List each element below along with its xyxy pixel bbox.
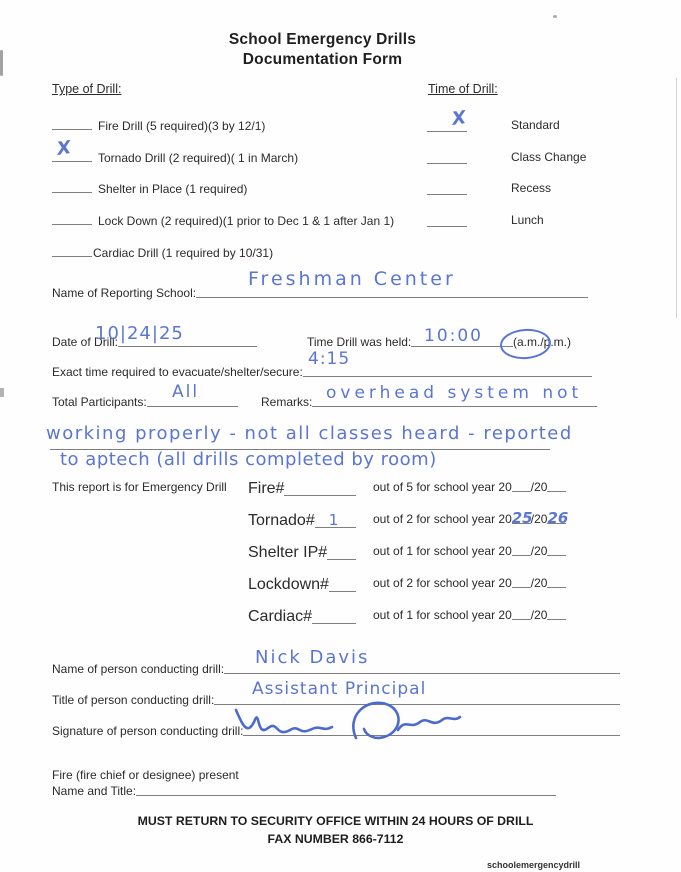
lockdown-slash-text: /20 bbox=[530, 576, 548, 590]
tornado-count-hw: 1 bbox=[328, 511, 339, 529]
drill-type-row-fire bbox=[52, 116, 265, 133]
classchange-time-label: Class Change bbox=[511, 150, 587, 164]
standard-time-label: Standard bbox=[511, 118, 560, 132]
fire-slash-text: /20 bbox=[530, 480, 548, 494]
time-held-blank bbox=[411, 346, 513, 347]
scan-artifact-left-mark bbox=[0, 388, 4, 397]
participants-row bbox=[52, 395, 238, 409]
fire-official-name-label: Name and Title: bbox=[52, 784, 137, 798]
tornado-count-label: Tornado# bbox=[248, 512, 315, 529]
remarks-label: Remarks: bbox=[261, 395, 313, 409]
fire-drill-label: Fire Drill (5 required)(3 by 12/1) bbox=[98, 119, 266, 133]
evacuate-blank bbox=[303, 376, 592, 377]
cardiac-count-blank bbox=[312, 623, 356, 624]
lockdown-drill-label: Lock Down (2 required)(1 prior to Dec 1 & 1 after Jan 1) bbox=[98, 214, 395, 228]
shelter-count-blank bbox=[327, 559, 356, 560]
standard-checkmark: X bbox=[450, 107, 468, 130]
lunch-time-blank bbox=[427, 213, 467, 227]
participants-blank bbox=[147, 406, 238, 407]
shelter-year1-blank bbox=[512, 555, 531, 556]
conductor-name-blank bbox=[224, 673, 620, 674]
tornado-drill-label: Tornado Drill (2 required)( 1 in March) bbox=[98, 151, 299, 165]
lockdown-year1-blank bbox=[512, 587, 531, 588]
evacuate-label: Exact time required to evacuate/shelter/secure: bbox=[52, 365, 303, 379]
fire-count-label: Fire# bbox=[248, 480, 285, 497]
shelter-slash-text: /20 bbox=[530, 544, 548, 558]
fire-outof-text: out of 5 for school year 20 bbox=[373, 480, 512, 494]
time-of-drill-heading: Time of Drill: bbox=[428, 82, 498, 96]
cardiac-year1-blank bbox=[512, 619, 531, 620]
shelter-drill-blank bbox=[52, 179, 92, 193]
report-row-fire bbox=[248, 480, 356, 498]
classchange-time-blank bbox=[427, 150, 467, 164]
form-title-line2: Documentation Form bbox=[242, 51, 403, 68]
report-row-lockdown bbox=[248, 576, 356, 594]
ampm-label: (a.m./p.m.) bbox=[512, 335, 571, 349]
fire-official-name-blank bbox=[136, 795, 556, 796]
report-row-tornado bbox=[248, 512, 356, 530]
tornado-outof-segment bbox=[373, 509, 569, 527]
drill-type-row-lockdown bbox=[52, 211, 394, 228]
cardiac-year2-blank bbox=[547, 619, 566, 620]
fire-drill-blank bbox=[52, 116, 92, 130]
date-label: Date of Drill: bbox=[52, 335, 119, 349]
conductor-title-label: Title of person conducting drill: bbox=[52, 693, 215, 707]
type-of-drill-heading: Type of Drill: bbox=[52, 82, 122, 96]
shelter-year2-blank bbox=[547, 555, 566, 556]
date-handwriting: 10|24|25 bbox=[95, 323, 184, 344]
fire-year2-blank bbox=[547, 491, 566, 492]
shelter-drill-label: Shelter in Place (1 required) bbox=[98, 182, 248, 196]
remarks-blank bbox=[312, 406, 597, 407]
conductor-name-handwriting: Nick Davis bbox=[255, 647, 370, 668]
lockdown-outof-text: out of 2 for school year 20 bbox=[373, 576, 512, 590]
report-row-shelter bbox=[248, 544, 356, 562]
tornado-year2-blank bbox=[547, 509, 569, 527]
school-label: Name of Reporting School: bbox=[52, 286, 197, 300]
report-intro: This report is for Emergency Drill bbox=[52, 480, 227, 494]
cardiac-count-label: Cardiac# bbox=[248, 608, 313, 625]
recess-time-blank bbox=[427, 181, 467, 195]
lunch-time-label: Lunch bbox=[511, 213, 544, 227]
conductor-signature-label: Signature of person conducting drill: bbox=[52, 724, 244, 738]
tornado-count-blank bbox=[315, 511, 356, 529]
scan-artifact-speck bbox=[553, 15, 557, 18]
doc-tag: schoolemergencydrill bbox=[487, 860, 581, 870]
tornado-outof-text: out of 2 for school year 20 bbox=[373, 512, 512, 526]
tornado-year2-hw: 26 bbox=[547, 509, 569, 527]
recess-time-blank-wrap bbox=[427, 181, 467, 200]
tornado-slash-text: /20 bbox=[530, 512, 548, 526]
cardiac-slash-text: /20 bbox=[530, 608, 548, 622]
ampm-circle-annotation bbox=[499, 327, 552, 360]
evacuate-handwriting: 4:15 bbox=[308, 349, 351, 369]
fire-count-blank bbox=[284, 495, 356, 496]
drill-type-row-shelter bbox=[52, 179, 247, 196]
shelter-outof-segment bbox=[373, 544, 566, 558]
school-blank bbox=[196, 297, 588, 298]
tornado-checkmark: X bbox=[55, 137, 73, 160]
remarks-handwriting-line3: to aptech (all drills completed by room) bbox=[60, 449, 437, 470]
lunch-time-blank-wrap bbox=[427, 213, 467, 232]
lockdown-outof-segment bbox=[373, 576, 566, 590]
drill-type-row-cardiac bbox=[52, 243, 273, 260]
classchange-time-blank-wrap bbox=[427, 150, 467, 169]
participants-label: Total Participants: bbox=[52, 395, 147, 409]
date-blank bbox=[118, 346, 257, 347]
fire-outof-segment bbox=[373, 480, 566, 494]
time-held-handwriting: 10:00 bbox=[424, 326, 483, 346]
fire-official-name-row bbox=[52, 784, 556, 798]
cardiac-drill-blank bbox=[52, 243, 92, 257]
return-notice: MUST RETURN TO SECURITY OFFICE WITHIN 24 HOURS OF DRILL bbox=[137, 814, 534, 828]
recess-time-label: Recess bbox=[511, 181, 552, 195]
conductor-title-handwriting: Assistant Principal bbox=[252, 679, 427, 699]
fire-year1-blank bbox=[512, 491, 531, 492]
remarks-handwriting-line2: working properly - not all classes heard - reported bbox=[46, 423, 573, 444]
lockdown-count-blank bbox=[329, 591, 356, 592]
conductor-name-label: Name of person conducting drill: bbox=[52, 662, 225, 676]
lockdown-drill-blank bbox=[52, 211, 92, 225]
drill-type-row-tornado bbox=[52, 148, 298, 165]
school-handwriting: Freshman Center bbox=[248, 268, 456, 290]
form-title-line1: School Emergency Drills bbox=[228, 31, 417, 48]
lockdown-count-label: Lockdown# bbox=[248, 576, 329, 593]
cardiac-drill-label: Cardiac Drill (1 required by 10/31) bbox=[93, 246, 274, 260]
fire-official-line1: Fire (fire chief or designee) present bbox=[52, 768, 239, 782]
participants-handwriting: All bbox=[172, 382, 200, 402]
lockdown-year2-blank bbox=[547, 587, 566, 588]
tornado-year1-hw: 25 bbox=[511, 509, 533, 527]
remarks-handwriting-line1: overhead system not bbox=[326, 383, 583, 403]
scan-artifact-left-edge bbox=[0, 50, 3, 76]
shelter-outof-text: out of 1 for school year 20 bbox=[373, 544, 512, 558]
shelter-count-label: Shelter IP# bbox=[248, 544, 328, 561]
tornado-year1-blank bbox=[511, 509, 533, 527]
time-held-label: Time Drill was held: bbox=[307, 335, 412, 349]
fax-number: FAX NUMBER 866-7112 bbox=[267, 832, 404, 846]
cardiac-outof-text: out of 1 for school year 20 bbox=[373, 608, 512, 622]
report-row-cardiac bbox=[248, 608, 356, 626]
conductor-signature-scrawl bbox=[232, 692, 482, 752]
scan-artifact-right-line bbox=[676, 78, 677, 318]
cardiac-outof-segment bbox=[373, 608, 566, 622]
